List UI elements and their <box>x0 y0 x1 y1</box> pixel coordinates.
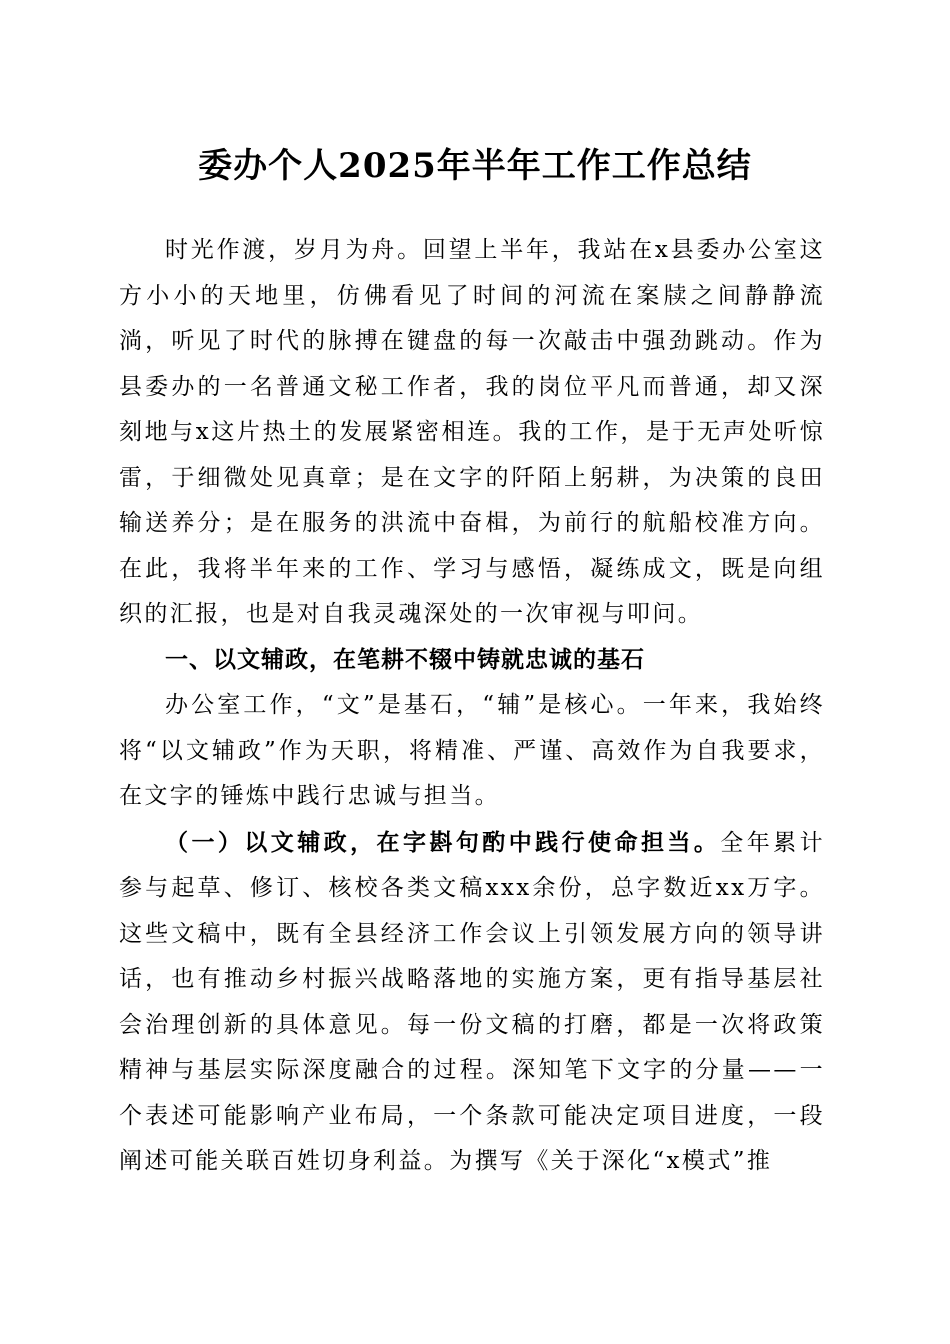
document-title: 委办个人2025年半年工作工作总结 <box>198 146 752 186</box>
intro-paragraph: 时光作渡，岁月为舟。回望上半年，我站在x县委办公室这方小小的天地里，仿佛看见了时间的河流在案牍之间静静流淌，听见了时代的脉搏在键盘的每一次敲击中强劲跳动。作为县委办的一名普通文秘工作者，我的岗位平凡而普通，却又深刻地与x这片热土的发展紧密相连。我的工作，是于无声处听惊雷，于细微处见真章；是在文字的阡陌上躬耕，为决策的良田输送养分；是在服务的洪流中奋楫，为前行的航船校准方向。在此，我将半年来的工作、学习与感悟，凝练成文，既是向组织的汇报，也是对自我灵魂深处的一次审视与叩问。 <box>119 237 825 627</box>
document-body <box>119 228 825 1185</box>
subsection-1-lead: （一）以文辅政，在字斟句酌中践行使命担当。 <box>165 828 721 856</box>
section-1-intro-paragraph: 办公室工作，“文”是基石，“辅”是核心。一年来，我始终将“以文辅政”作为天职，将精准、严谨、高效作为自我要求，在文字的锤炼中践行忠诚与担当。 <box>119 692 825 809</box>
subsection-1-paragraph <box>119 820 825 1185</box>
subsection-1-text: 全年累计参与起草、修订、核校各类文稿xxx余份，总字数近xx万字。这些文稿中，既有全县经济工作会议上引领发展方向的领导讲话，也有推动乡村振兴战略落地的实施方案，更有指导基层社会治理创新的具体意见。每一份文稿的打磨，都是一次将政策精神与基层实际深度融合的过程。深知笔下文字的分量——一个表述可能影响产业布局，一个条款可能决定项目进度，一段阐述可能关联百姓切身利益。为撰写《关于深化“x模式”推 <box>119 829 825 1174</box>
section-heading-1: 一、以文辅政，在笔耕不辍中铸就忠诚的基石 <box>165 646 645 673</box>
